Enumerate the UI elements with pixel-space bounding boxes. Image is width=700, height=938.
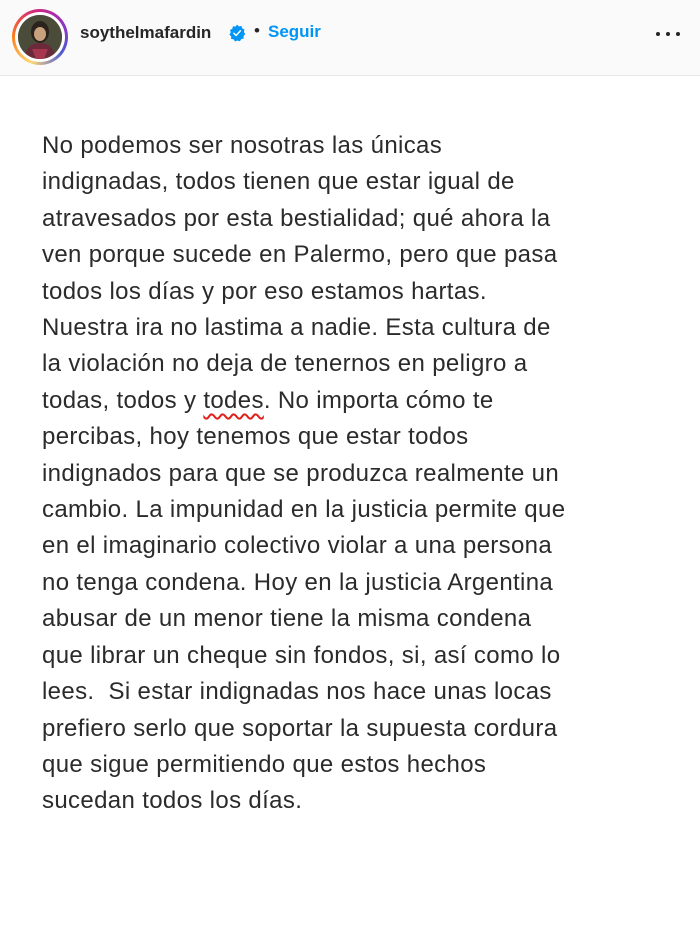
post-text-line: no tenga condena. Hoy en la justicia Argentina <box>42 568 554 596</box>
post-text-line: Nuestra ira no lastima a nadie. Esta cultura de <box>42 314 551 342</box>
post-text-line: que sigue permitiendo que estos hechos <box>42 750 487 778</box>
post-text-line: la violación no deja de tenernos en peligro a <box>42 350 528 378</box>
username[interactable]: soythelmafardin <box>80 23 212 42</box>
more-options-icon[interactable] <box>654 26 682 42</box>
post-text-line: indignados para que se produzca realmente un <box>42 459 560 487</box>
post-text-segment: . No importa cómo te <box>263 386 494 414</box>
post-text-line: cambio. La impunidad en la justicia permite que <box>42 496 566 524</box>
post-header <box>0 0 700 76</box>
post-text-line: ven porque sucede en Palermo, pero que pasa <box>42 241 558 269</box>
post-text-line: sucedan todos los días. <box>42 787 303 815</box>
avatar-image <box>18 15 62 59</box>
post-text-line: atravesados por esta bestialidad; qué ahora la <box>42 204 551 232</box>
more-dot <box>666 32 670 36</box>
post-text-line: percibas, hoy tenemos que estar todos <box>42 423 469 451</box>
avatar[interactable] <box>18 15 62 59</box>
post-text-line: prefiero serlo que soportar la supuesta cordura <box>42 714 558 742</box>
post-text-line: que librar un cheque sin fondos, si, así como lo <box>42 641 561 669</box>
follow-button[interactable]: Seguir <box>268 22 321 41</box>
post-text-line: indignadas, todos tienen que estar igual de <box>42 168 515 196</box>
avatar-ring-gap <box>15 12 65 62</box>
separator-dot: • <box>254 21 260 40</box>
more-dot <box>656 32 660 36</box>
post-text-line <box>42 383 682 419</box>
spellcheck-underlined-word: todes <box>203 386 264 414</box>
post-text-line: abusar de un menor tiene la misma condena <box>42 605 532 633</box>
post-text-line: lees. Si estar indignadas nos hace unas locas <box>42 678 552 706</box>
post-text-segment: todas, todos y <box>42 386 204 414</box>
post-text-line: No podemos ser nosotras las únicas <box>42 132 443 159</box>
post-text-line: todos los días y por eso estamos hartas. <box>42 277 487 305</box>
more-dot <box>676 32 680 36</box>
verified-badge-icon <box>228 24 246 42</box>
avatar-story-ring[interactable] <box>12 9 68 65</box>
post-text-line: en el imaginario colectivo violar a una persona <box>42 532 553 560</box>
post-text <box>42 128 682 820</box>
